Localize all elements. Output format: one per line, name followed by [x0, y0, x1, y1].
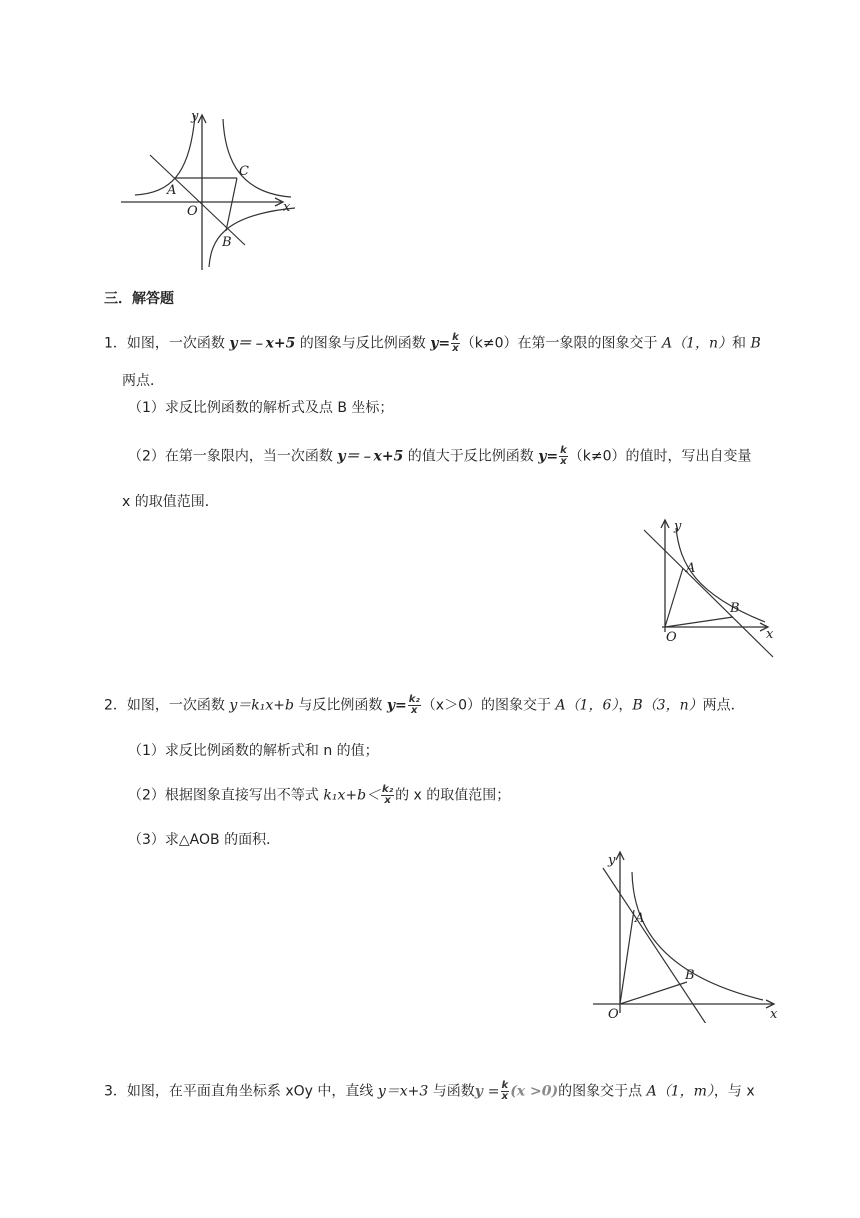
q2-line1: 2．如图，一次函数 y＝k₁x+b 与反比例函数 y= $\frac{\text{k₂}}{x}$ （x＞0）的图象交于 A（1，6），B（3，n）两点． [104, 694, 745, 716]
label-x: x [766, 627, 774, 642]
q3-number: 3． [104, 1083, 127, 1100]
section-title: 三．解答题 [104, 291, 174, 307]
q2-number: 2． [104, 697, 127, 714]
segment-ob [620, 982, 687, 1004]
label-o: O [608, 1007, 619, 1022]
q1-part2-fraction: $\frac{k}{x}$ [560, 445, 567, 467]
label-o: O [666, 630, 677, 645]
label-x: x [770, 1007, 778, 1022]
q2-figure [588, 848, 788, 1023]
q2-part1: （1）求反比例函数的解析式和 n 的值； [128, 743, 379, 759]
q3-fraction: $\frac{k}{x}$ [501, 1080, 509, 1102]
hyperbola-q2-branch [135, 115, 195, 195]
label-o: O [187, 204, 198, 219]
q1-number: 1． [104, 335, 127, 352]
segment-oa [620, 910, 634, 1004]
segment-oa [665, 568, 683, 627]
hyperbola [632, 872, 763, 1000]
segment-ob [665, 617, 733, 627]
label-y: y [191, 109, 199, 124]
label-b: B [685, 968, 695, 983]
line-aob [150, 155, 245, 245]
hyperbola-q1-branch [223, 119, 291, 197]
label-x: x [283, 200, 291, 215]
q1-fraction: $\frac{k}{x}$ [452, 332, 459, 354]
top-figure [115, 105, 305, 275]
q1-part2-line2: x 的取值范围． [122, 494, 219, 510]
q3-line1: 3．如图，在平面直角坐标系 xOy 中，直线 y＝x+3 与函数y = $\frac{k}{x}$ (x >0)的图象交于点 A（1，m），与 x [104, 1080, 755, 1102]
q1-figure [640, 514, 780, 664]
label-a: A [167, 183, 177, 198]
label-b: B [730, 601, 740, 616]
q2-part2: （2）根据图象直接写出不等式 k₁x+b＜ $\frac{\text{k₂}}{x}$ 的 x 的取值范围； [128, 784, 511, 806]
q1-part1: （1）求反比例函数的解析式及点 B 坐标； [128, 400, 394, 416]
label-a: A [635, 911, 645, 926]
label-b: B [222, 235, 232, 250]
label-y: y [608, 853, 616, 868]
q1-line1: 1．如图，一次函数 y＝﹣x+5 的图象与反比例函数 y= $\frac{k}{x}$ （k≠0）在第一象限的图象交于 A（1，n）和 B [104, 332, 761, 354]
label-c: C [239, 164, 249, 179]
q2-fraction: $\frac{\text{k₂}}{x}$ [408, 694, 420, 716]
label-y: y [674, 519, 682, 534]
q2-part3: （3）求△AOB 的面积． [128, 832, 281, 848]
line-ab [644, 530, 773, 657]
q1-part2-line1: （2）在第一象限内，当一次函数 y＝﹣x+5 的值大于反比例函数 y= $\frac{k}{x}$ （k≠0）的值时，写出自变量 [128, 445, 752, 467]
q2-part2-fraction: $\frac{\text{k₂}}{x}$ [382, 784, 394, 806]
label-a: A [686, 561, 696, 576]
q1-line2: 两点． [122, 373, 164, 389]
